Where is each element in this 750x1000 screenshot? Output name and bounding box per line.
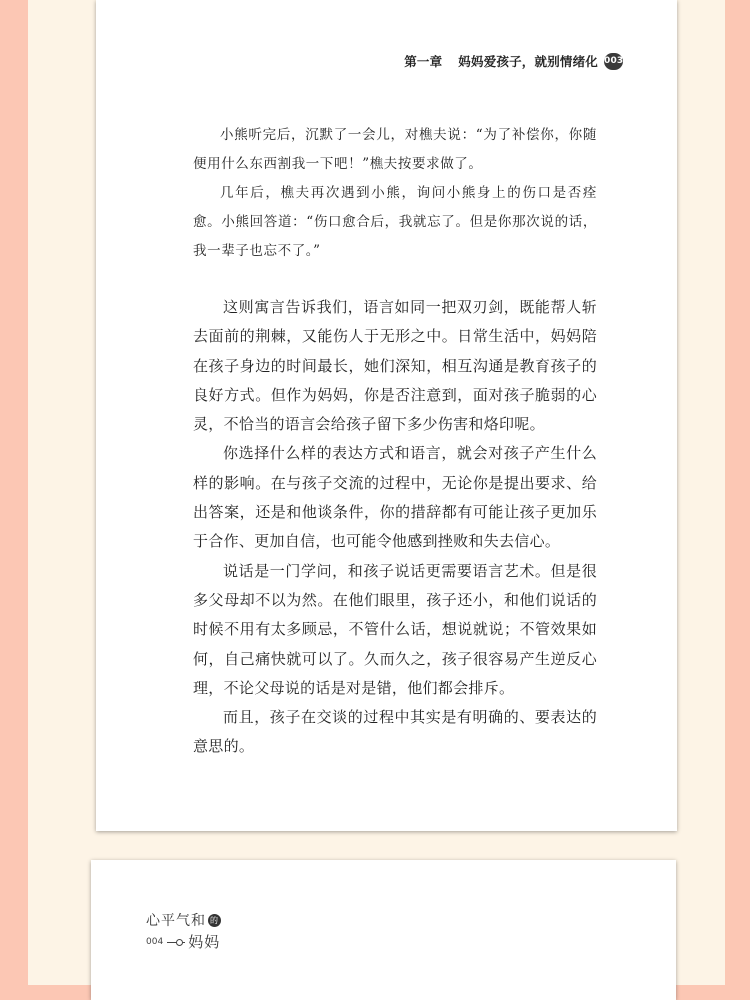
- body-section: [193, 293, 597, 762]
- logo-title: 心平气和: [146, 913, 206, 929]
- body-paragraph: 说话是一门学问，和孩子说话更需要语言艺术。但是很多父母却不以为然。在他们眼里，孩子还小，和他们说话的时候不用有太多顾忌，不管什么话，想说就说；不管效果如何，自己痛快就可以了。久而久之，孩子很容易产生逆反心理，不论父母说的话是对是错，他们都会排斥。: [193, 561, 597, 697]
- logo-badge: 的: [210, 915, 219, 925]
- book-page-004: [91, 860, 676, 1000]
- story-paragraph: 小熊听完后，沉默了一会儿，对樵夫说：“为了补偿你，你随便用什么东西割我一下吧！”樵夫按要求做了。: [193, 127, 597, 172]
- body-paragraph: 这则寓言告诉我们，语言如同一把双刃剑，既能帮人斩去面前的荆棘，又能伤人于无形之中。日常生活中，妈妈陪在孩子身边的时间最长，她们深知，相互沟通是教育孩子的良好方式。但作为妈妈，你是否注意到，面对孩子脆弱的心灵，不恰当的语言会给孩子留下多少伤害和烙印呢。: [193, 298, 597, 434]
- page-number-badge: 003: [604, 53, 623, 70]
- book-logo: [146, 910, 221, 952]
- body-paragraph: 而且，孩子在交谈的过程中其实是有明确的、要表达的意思的。: [193, 708, 597, 756]
- page-number: 004: [146, 936, 164, 947]
- running-header: [404, 51, 623, 71]
- connector-icon: [167, 938, 185, 946]
- body-paragraph: 你选择什么样的表达方式和语言，就会对孩子产生什么样的影响。在与孩子交流的过程中，无论你是提出要求、给出答案，还是和他谈条件，你的措辞都有可能让孩子更加乐于合作、更加自信，也可能令他感到挫败和失去信心。: [193, 444, 597, 551]
- chapter-label: 第一章: [404, 54, 443, 69]
- book-page-003: [96, 0, 677, 831]
- story-section: [193, 121, 597, 266]
- logo-subtitle: 妈妈: [188, 933, 221, 951]
- chapter-title: 妈妈爱孩子，就别情绪化: [458, 54, 598, 69]
- story-paragraph: 几年后，樵夫再次遇到小熊，询问小熊身上的伤口是否痊愈。小熊回答道：“伤口愈合后，我就忘了。但是你那次说的话，我一辈子也忘不了。”: [193, 185, 597, 259]
